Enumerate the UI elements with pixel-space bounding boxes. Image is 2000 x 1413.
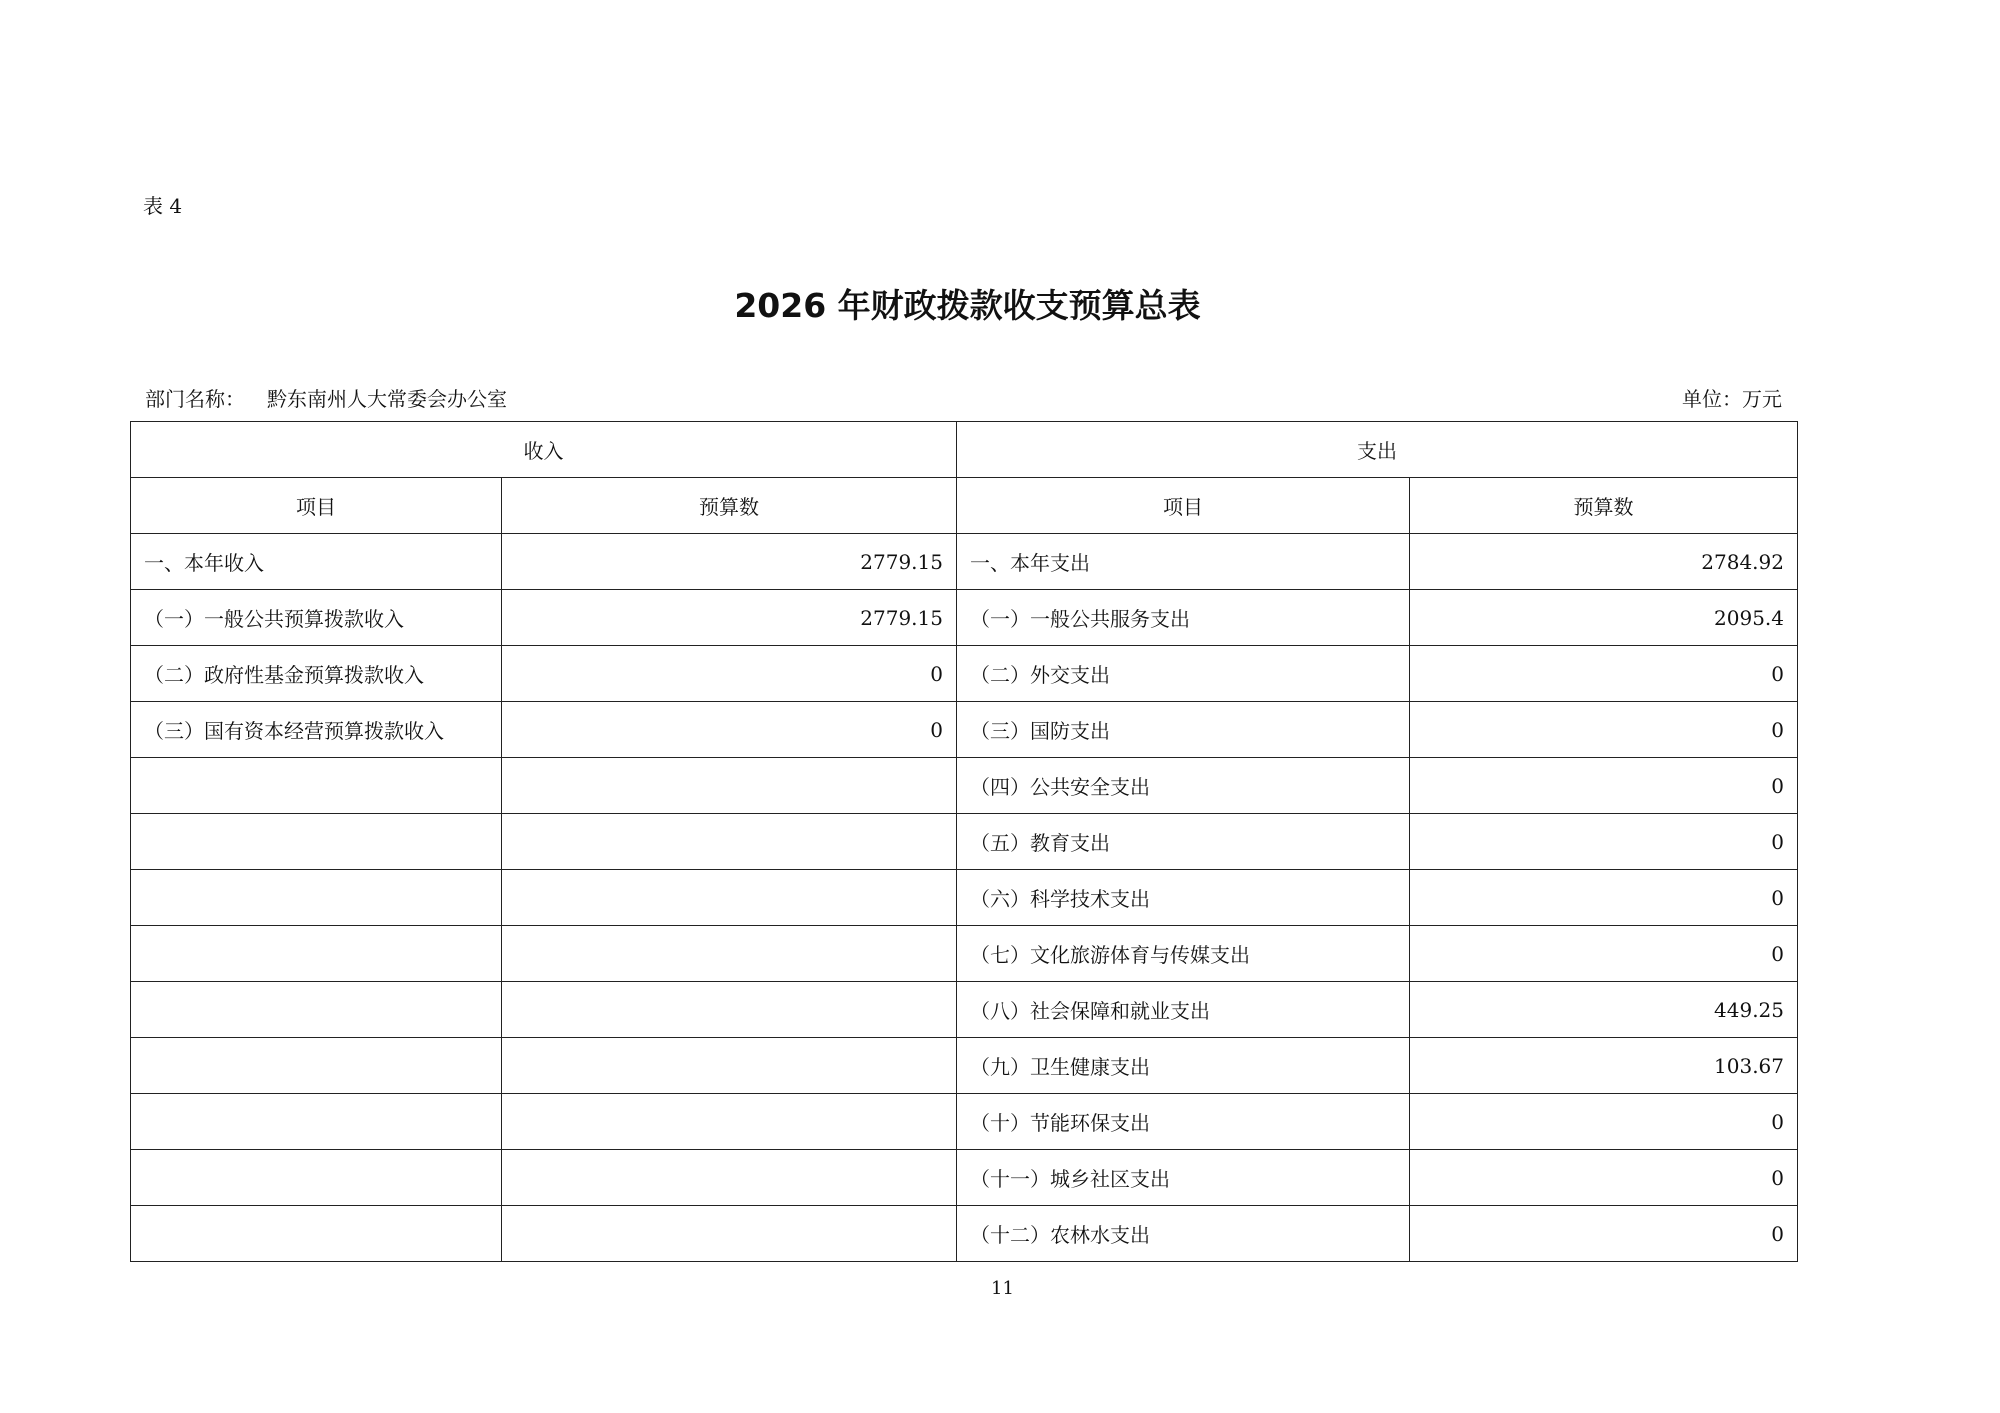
income-item-cell: （一）一般公共预算拨款收入 (131, 590, 502, 646)
table-row (131, 870, 1798, 926)
table-row (131, 926, 1798, 982)
income-item-cell (131, 758, 502, 814)
income-amount-cell (502, 870, 957, 926)
table-row (131, 1206, 1798, 1262)
expense-header: 支出 (957, 422, 1798, 478)
expense-amount-cell: 0 (1410, 1206, 1798, 1262)
expense-item-cell: （三）国防支出 (957, 702, 1410, 758)
income-amount-cell (502, 926, 957, 982)
income-item-cell (131, 1038, 502, 1094)
expense-amount-cell: 0 (1410, 870, 1798, 926)
table-label: 表 4 (143, 194, 183, 218)
income-item-header: 项目 (131, 478, 502, 534)
income-amount-cell (502, 1150, 957, 1206)
expense-item-cell: （一）一般公共服务支出 (957, 590, 1410, 646)
income-amount-cell: 0 (502, 702, 957, 758)
expense-item-cell: 一、本年支出 (957, 534, 1410, 590)
expense-amount-cell: 0 (1410, 926, 1798, 982)
expense-amount-cell: 103.67 (1410, 1038, 1798, 1094)
expense-item-cell: （十一）城乡社区支出 (957, 1150, 1410, 1206)
header-column-row (131, 478, 1798, 534)
income-amount-cell (502, 814, 957, 870)
income-item-cell: （二）政府性基金预算拨款收入 (131, 646, 502, 702)
expense-amount-cell: 2784.92 (1410, 534, 1798, 590)
income-amount-cell: 0 (502, 646, 957, 702)
income-amount-cell (502, 1094, 957, 1150)
table-row (131, 1038, 1798, 1094)
table-row (131, 1150, 1798, 1206)
income-item-cell (131, 1206, 502, 1262)
income-item-cell (131, 814, 502, 870)
table-row (131, 758, 1798, 814)
income-item-cell: （三）国有资本经营预算拨款收入 (131, 702, 502, 758)
table-row (131, 646, 1798, 702)
expense-amount-cell: 449.25 (1410, 982, 1798, 1038)
income-item-cell (131, 870, 502, 926)
expense-item-cell: （十）节能环保支出 (957, 1094, 1410, 1150)
expense-amount-cell: 0 (1410, 646, 1798, 702)
unit-label: 单位：万元 (1682, 387, 1782, 411)
expense-amount-cell: 0 (1410, 814, 1798, 870)
expense-item-cell: （九）卫生健康支出 (957, 1038, 1410, 1094)
expense-amount-cell: 2095.4 (1410, 590, 1798, 646)
table-row (131, 590, 1798, 646)
expense-item-cell: （六）科学技术支出 (957, 870, 1410, 926)
expense-item-cell: （十二）农林水支出 (957, 1206, 1410, 1262)
expense-amount-cell: 0 (1410, 702, 1798, 758)
table-row (131, 1094, 1798, 1150)
table-row (131, 534, 1798, 590)
expense-amount-cell: 0 (1410, 758, 1798, 814)
income-amount-cell: 2779.15 (502, 590, 957, 646)
income-budget-header: 预算数 (502, 478, 957, 534)
income-amount-cell (502, 1038, 957, 1094)
budget-table (130, 421, 1798, 1262)
expense-amount-cell: 0 (1410, 1094, 1798, 1150)
income-amount-cell: 2779.15 (502, 534, 957, 590)
income-item-cell (131, 982, 502, 1038)
page-number: 11 (991, 1278, 1014, 1299)
expense-item-cell: （二）外交支出 (957, 646, 1410, 702)
table-row (131, 982, 1798, 1038)
expense-item-header: 项目 (957, 478, 1410, 534)
income-header: 收入 (131, 422, 957, 478)
income-item-cell (131, 926, 502, 982)
header-group-row (131, 422, 1798, 478)
page-title: 2026 年财政拨款收支预算总表 (734, 286, 1201, 325)
expense-item-cell: （五）教育支出 (957, 814, 1410, 870)
table-row (131, 702, 1798, 758)
table-row (131, 814, 1798, 870)
expense-budget-header: 预算数 (1410, 478, 1798, 534)
income-item-cell: 一、本年收入 (131, 534, 502, 590)
expense-amount-cell: 0 (1410, 1150, 1798, 1206)
expense-item-cell: （四）公共安全支出 (957, 758, 1410, 814)
income-item-cell (131, 1094, 502, 1150)
expense-item-cell: （八）社会保障和就业支出 (957, 982, 1410, 1038)
department-label: 部门名称： (145, 387, 245, 411)
income-amount-cell (502, 758, 957, 814)
department-line (145, 383, 507, 412)
expense-item-cell: （七）文化旅游体育与传媒支出 (957, 926, 1410, 982)
income-amount-cell (502, 1206, 957, 1262)
income-item-cell (131, 1150, 502, 1206)
income-amount-cell (502, 982, 957, 1038)
department-name: 黔东南州人大常委会办公室 (267, 387, 507, 411)
